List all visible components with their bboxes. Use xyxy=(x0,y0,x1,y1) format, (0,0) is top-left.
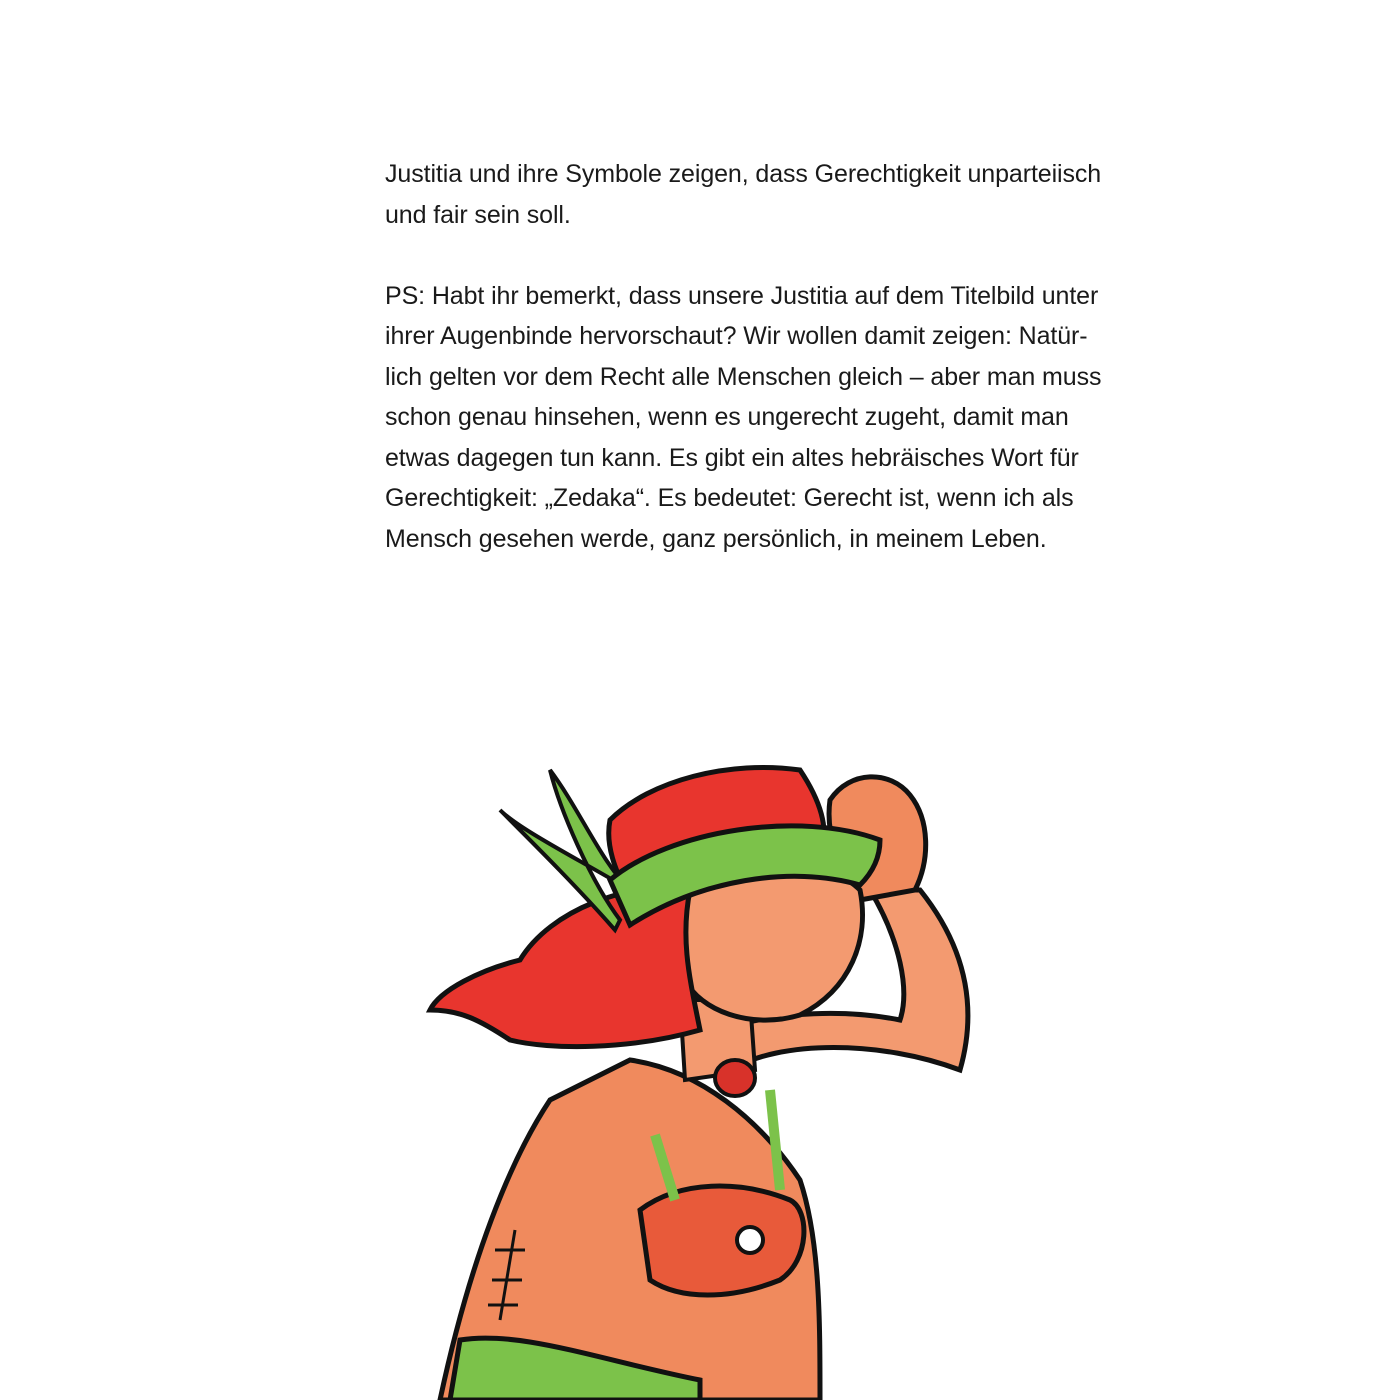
text-line: PS: Habt ihr bemerkt, dass unsere Justitia auf dem Titelbild unter xyxy=(385,281,1099,310)
text-line: Justitia und ihre Symbole zeigen, dass Gerechtigkeit unparteiisch xyxy=(385,160,1102,188)
body-text xyxy=(385,154,1125,559)
text-line: Mensch gesehen werde, ganz persönlich, in meinem Leben. xyxy=(385,524,1047,553)
text-line: etwas dagegen tun kann. Es gibt ein altes hebräisches Wort für xyxy=(385,443,1079,472)
text-line: schon genau hinsehen, wenn es ungerecht zugeht, damit man xyxy=(385,403,1069,431)
hair xyxy=(430,888,700,1046)
text-line: und fair sein soll. xyxy=(385,200,571,229)
justitia-illustration xyxy=(400,740,1020,1400)
paragraph-ps xyxy=(385,276,1125,560)
text-line: ihrer Augenbinde hervorschaut? Wir wollen damit zeigen: Natür- xyxy=(385,322,1088,350)
collar-gem xyxy=(715,1060,755,1096)
top-garment xyxy=(640,1186,804,1295)
paragraph-intro xyxy=(385,154,1125,235)
text-line: lich gelten vor dem Recht alle Menschen gleich – aber man muss xyxy=(385,362,1102,391)
top-gem xyxy=(737,1227,763,1253)
text-line: Gerechtigkeit: „Zedaka“. Es bedeutet: Gerecht ist, wenn ich als xyxy=(385,484,1074,512)
